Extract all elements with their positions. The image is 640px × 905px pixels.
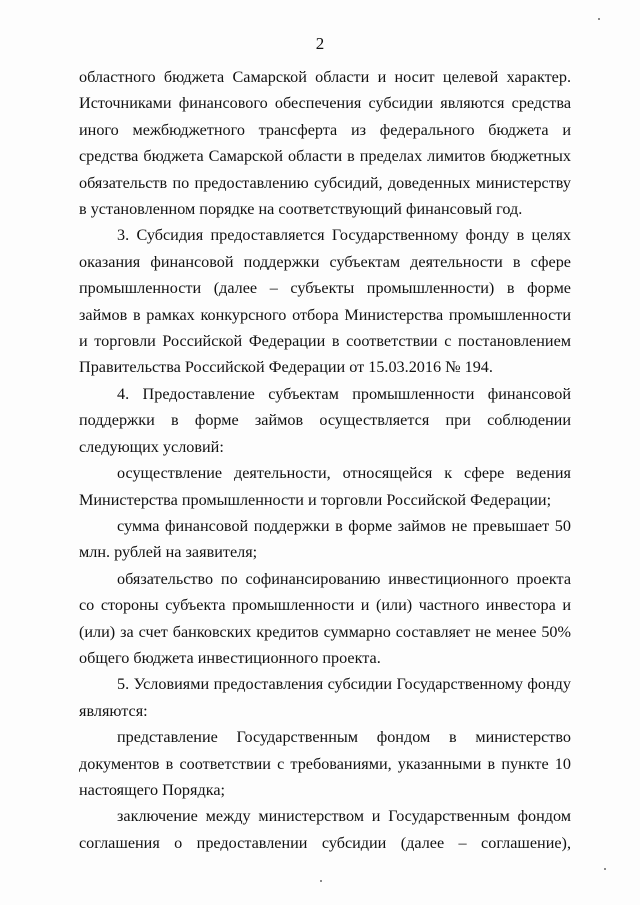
- page-number: 2: [315, 34, 325, 53]
- paragraph-item-5: 5. Условиями предоставления субсидии Государственному фонду являются:: [79, 675, 571, 720]
- paragraph-condition-agreement: заключение между министерством и Государственным фондом соглашения о предоставлении субсидии (далее – соглашение),: [79, 807, 571, 852]
- paragraph-condition-documents: представление Государственным фондом в министерство документов в соответствии с требованиями, указанными в пункте 10 настоящего Порядка;: [79, 728, 571, 799]
- paragraph-condition-loan-amount: сумма финансовой поддержки в форме займов не превышает 50 млн. рублей на заявителя;: [79, 516, 571, 562]
- scan-speck: [320, 880, 322, 882]
- paragraph-item-3: 3. Субсидия предоставляется Государственному фонду в целях оказания финансовой поддержки субъектам деятельности в сфере промышленности (далее – субъекты промышленности) в форме займов в рамках конкурсного отбора Министерства промышленности и торговли Российской Федерации в соответствии с постановлением Правительства Российской Федерации от 15.03.2016 № 194.: [79, 226, 571, 377]
- scan-speck: [598, 18, 600, 20]
- paragraph-condition-activity: осуществление деятельности, относящейся к сфере ведения Министерства промышленности и торговли Российской Федерации;: [79, 464, 571, 509]
- scan-speck: [604, 868, 606, 870]
- paragraph-item-4: 4. Предоставление субъектам промышленности финансовой поддержки в форме займов осуществляется при соблюдении следующих условий:: [79, 384, 571, 456]
- document-body: [79, 64, 571, 856]
- paragraph-budget-sources: областного бюджета Самарской области и носит целевой характер. Источниками финансового обеспечения субсидии являются средства иного межбюджетного трансферта из федерального бюджета и средства бюджета Самарской области в пределах лимитов бюджетных обязательств по предоставлению субсидий, доведенных министерству в установленном порядке на соответствующий финансовый год.: [79, 68, 571, 219]
- paragraph-condition-cofinancing: обязательство по софинансированию инвестиционного проекта со стороны субъекта промышленности и (или) частного инвестора и (или) за счет банковских кредитов суммарно составляет не менее 50% общего бюджета инвестиционного проекта.: [79, 569, 571, 667]
